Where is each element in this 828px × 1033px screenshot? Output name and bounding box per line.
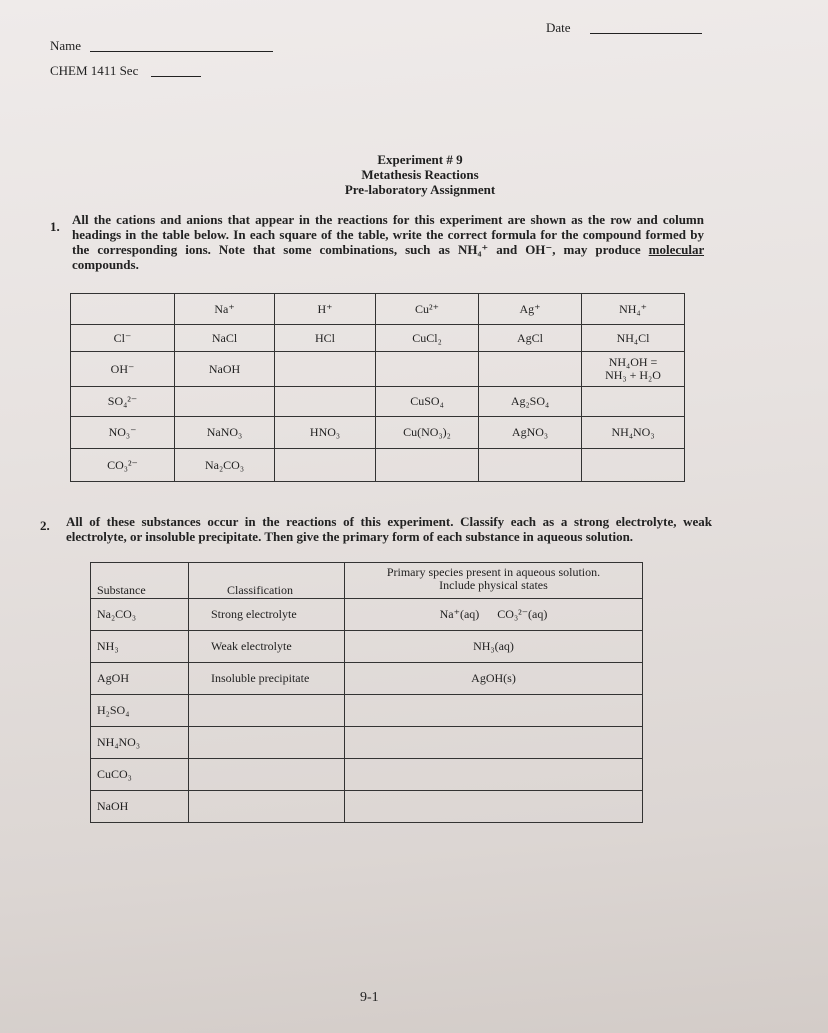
page-number: 9-1 (360, 990, 379, 1005)
name-label: Name (50, 38, 82, 53)
date-field[interactable] (590, 33, 702, 34)
species-header: Primary species present in aqueous solution. Include physical states (345, 563, 643, 599)
substance-header: Substance (91, 563, 189, 599)
classification-table (90, 562, 643, 823)
table1-row (71, 352, 685, 387)
formula-cell[interactable]: NH₄Cl (582, 325, 685, 352)
substance-cell: CuCO₃ (91, 759, 189, 791)
formula-cell[interactable] (275, 387, 376, 417)
formula-cell[interactable] (479, 352, 582, 387)
classification-cell[interactable]: Insoluble precipitate (189, 663, 345, 695)
formula-cell[interactable] (275, 352, 376, 387)
classification-cell[interactable]: Weak electrolyte (189, 631, 345, 663)
formula-cell[interactable]: NaOH (175, 352, 275, 387)
anion-header: NO₃⁻ (71, 417, 175, 449)
formula-cell[interactable] (582, 449, 685, 482)
formula-cell[interactable]: AgNO₃ (479, 417, 582, 449)
anion-header: CO₃²⁻ (71, 449, 175, 482)
formula-cell[interactable] (582, 387, 685, 417)
formula-cell[interactable]: NH₄OH = NH₃ + H₂O (582, 352, 685, 387)
formula-cell[interactable]: Na₂CO₃ (175, 449, 275, 482)
substance-cell: NaOH (91, 791, 189, 823)
formula-cell[interactable]: CuSO₄ (376, 387, 479, 417)
anion-header: SO₄²⁻ (71, 387, 175, 417)
name-field[interactable] (90, 51, 273, 52)
substance-cell: AgOH (91, 663, 189, 695)
question-2-text: All of these substances occur in the reactions of this experiment. Classify each as a strong electrolyte, weak electrolyte, or insoluble precipitate. Then give the primary form of each substance in aqueous solution. (66, 514, 712, 544)
table1-corner-cell (71, 294, 175, 325)
ion-combination-table (70, 293, 685, 482)
table2-row (91, 695, 643, 727)
cation-header: Cu²⁺ (376, 294, 479, 325)
classification-cell[interactable] (189, 791, 345, 823)
species-cell[interactable]: Na⁺(aq) CO₃²⁻(aq) (345, 599, 643, 631)
formula-cell[interactable]: Cu(NO₃)₂ (376, 417, 479, 449)
table1-row (71, 325, 685, 352)
anion-header: OH⁻ (71, 352, 175, 387)
formula-cell[interactable]: HNO₃ (275, 417, 376, 449)
question-1-number: 1. (50, 219, 60, 234)
table2-row (91, 759, 643, 791)
section-field[interactable] (151, 76, 201, 77)
formula-cell[interactable] (175, 387, 275, 417)
question-2-number: 2. (40, 518, 50, 533)
species-cell[interactable] (345, 727, 643, 759)
section-label: CHEM 1411 Sec (50, 63, 139, 78)
formula-cell[interactable]: NH₄NO₃ (582, 417, 685, 449)
formula-cell[interactable]: AgCl (479, 325, 582, 352)
classification-cell[interactable] (189, 727, 345, 759)
experiment-number: Experiment # 9 (377, 152, 463, 167)
formula-cell[interactable]: HCl (275, 325, 376, 352)
formula-cell[interactable]: NaCl (175, 325, 275, 352)
table1-row (71, 449, 685, 482)
formula-cell[interactable]: CuCl₂ (376, 325, 479, 352)
substance-cell: NH₄NO₃ (91, 727, 189, 759)
table2-row (91, 727, 643, 759)
species-cell[interactable] (345, 791, 643, 823)
formula-cell[interactable]: Ag₂SO₄ (479, 387, 582, 417)
emphasis-molecular: molecular (648, 242, 705, 257)
species-cell[interactable] (345, 759, 643, 791)
substance-cell: NH₃ (91, 631, 189, 663)
experiment-title: Metathesis Reactions (361, 167, 479, 182)
substance-cell: H₂SO₄ (91, 695, 189, 727)
classification-cell[interactable] (189, 695, 345, 727)
formula-cell[interactable] (275, 449, 376, 482)
question-1-text: All the cations and anions that appear in the reactions for this experiment are shown as the row and column headings in the table below. In each square of the table, write the correct formula for the compound formed by the corresponding ions. Note that some combinations, such as NH₄⁺ and OH⁻, may produce molecular compounds. (72, 212, 705, 272)
cation-header: H⁺ (275, 294, 376, 325)
table1-header-row (71, 294, 685, 325)
formula-cell[interactable] (479, 449, 582, 482)
anion-header: Cl⁻ (71, 325, 175, 352)
substance-cell: Na₂CO₃ (91, 599, 189, 631)
date-label: Date (546, 20, 571, 35)
classification-header: Classification (189, 563, 345, 599)
species-cell[interactable] (345, 695, 643, 727)
table2-row (91, 631, 643, 663)
formula-cell[interactable] (376, 449, 479, 482)
table2-header-row (91, 563, 643, 599)
formula-cell[interactable]: NaNO₃ (175, 417, 275, 449)
species-cell[interactable]: NH₃(aq) (345, 631, 643, 663)
cation-header: NH₄⁺ (582, 294, 685, 325)
table2-row (91, 599, 643, 631)
table2-row (91, 791, 643, 823)
species-cell[interactable]: AgOH(s) (345, 663, 643, 695)
classification-cell[interactable] (189, 759, 345, 791)
assignment-title: Pre-laboratory Assignment (344, 182, 496, 197)
table1-row (71, 387, 685, 417)
table2-row (91, 663, 643, 695)
cation-header: Ag⁺ (479, 294, 582, 325)
classification-cell[interactable]: Strong electrolyte (189, 599, 345, 631)
cation-header: Na⁺ (175, 294, 275, 325)
formula-cell[interactable] (376, 352, 479, 387)
table1-row (71, 417, 685, 449)
